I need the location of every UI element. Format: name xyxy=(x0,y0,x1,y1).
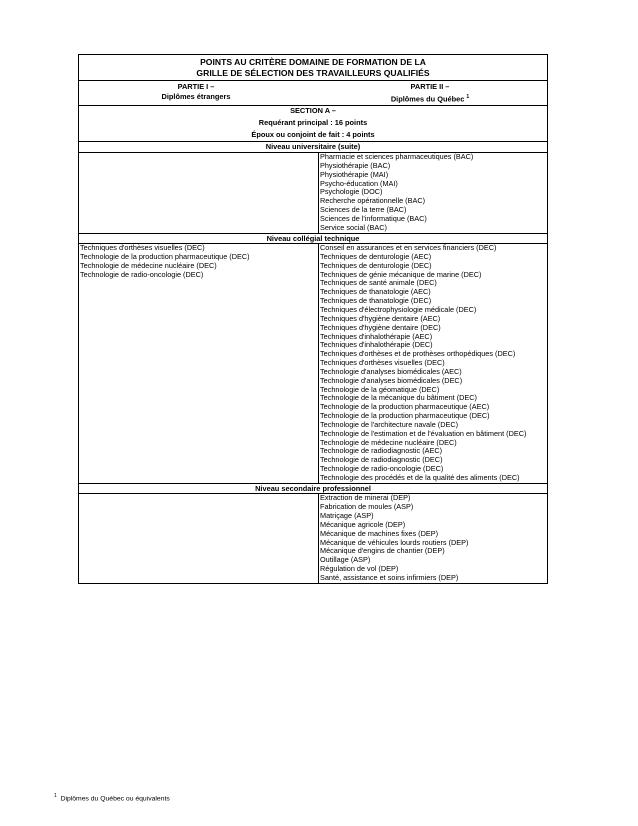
program-item: Techniques d'inhalothérapie (AEC) xyxy=(320,331,433,341)
program-item: Santé, assistance et soins infirmiers (DEP) xyxy=(320,572,459,582)
part-2-program-list xyxy=(319,494,547,582)
program-item: Régulation de vol (DEP) xyxy=(320,564,399,574)
program-item: Techniques de santé animale (DEC) xyxy=(320,278,437,288)
section-spouse-points: Époux ou conjoint de fait : 4 points xyxy=(251,130,375,140)
program-item: Fabrication de moules (ASP) xyxy=(320,502,414,512)
program-item: Sciences de l'informatique (BAC) xyxy=(320,213,427,223)
program-item: Techniques d'orthèses visuelles (DEC) xyxy=(320,358,445,368)
part-2-label: PARTIE II – xyxy=(410,82,450,91)
program-item: Technologie de radiodiagnostic (DEC) xyxy=(320,455,443,465)
program-item: Physiothérapie (BAC) xyxy=(320,160,391,170)
program-item: Technologie de la mécanique du bâtiment (DEC) xyxy=(320,393,477,403)
program-item: Techniques de thanatologie (DEC) xyxy=(320,296,432,306)
footnote-mark: 1 xyxy=(54,793,57,799)
program-item: Technologie de l'architecture navale (DEC) xyxy=(320,419,459,429)
program-item: Technologie de la géomatique (DEC) xyxy=(320,384,440,394)
program-item: Technologie de radio-oncologie (DEC) xyxy=(80,269,204,279)
program-item: Techniques d'orthèses et de prothèses orthopédiques (DEC) xyxy=(320,349,516,359)
program-item: Psychologie (DOC) xyxy=(320,187,383,197)
section-label: SECTION A – xyxy=(290,106,336,116)
program-item: Outillage (ASP) xyxy=(320,555,371,565)
program-item: Techniques d'hygiène dentaire (AEC) xyxy=(320,313,441,323)
program-item: Service social (BAC) xyxy=(320,222,387,232)
program-item: Psycho-éducation (MAI) xyxy=(320,178,398,188)
program-item: Technologie de la production pharmaceutique (DEC) xyxy=(80,251,250,261)
program-item: Pharmacie et sciences pharmaceutiques (BAC) xyxy=(320,151,474,161)
program-item: Technologie de l'estimation et de l'évaluation en bâtiment (DEC) xyxy=(320,428,527,438)
part-1-subtitle: Diplômes étrangers xyxy=(161,92,231,101)
program-item: Technologie des procédés et de la qualité des aliments (DEC) xyxy=(320,473,520,482)
level-heading: Niveau collégial technique xyxy=(79,234,547,245)
program-item: Physiothérapie (MAI) xyxy=(320,169,389,179)
program-item: Matriçage (ASP) xyxy=(320,511,374,521)
program-item: Techniques d'inhalothérapie (DEC) xyxy=(320,340,433,350)
program-item: Techniques de denturologie (DEC) xyxy=(320,260,432,270)
part-2-program-list xyxy=(319,153,547,233)
level-programs xyxy=(79,153,547,234)
footnote xyxy=(54,792,170,803)
training-domain-table xyxy=(78,54,548,584)
program-item: Technologie de médecine nucléaire (DEC) xyxy=(80,260,217,270)
level-programs xyxy=(79,494,547,582)
program-item: Techniques d'électrophysiologie médicale (DEC) xyxy=(320,304,477,314)
program-item: Sciences de la terre (BAC) xyxy=(320,205,407,215)
part-2-subtitle-text: Diplômes du Québec xyxy=(390,94,465,104)
program-item: Technologie de la production pharmaceutique (AEC) xyxy=(320,402,490,412)
program-item: Extraction de minerai (DEP) xyxy=(320,493,411,503)
part-1-program-list xyxy=(79,153,319,233)
program-item: Mécanique de véhicules lourds routiers (DEP) xyxy=(320,537,469,547)
program-item: Technologie de radiodiagnostic (AEC) xyxy=(320,446,443,456)
program-item: Mécanique de machines fixes (DEP) xyxy=(320,528,439,538)
program-item: Technologie de la production pharmaceutique (DEC) xyxy=(320,411,490,421)
part-2-subtitle xyxy=(313,92,547,104)
footnote-text: Diplômes du Québec ou équivalents xyxy=(60,795,170,803)
program-item: Technologie d'analyses biomédicales (DEC) xyxy=(320,375,463,385)
part-1-label: PARTIE I – xyxy=(177,82,215,91)
part-1-program-list xyxy=(79,244,319,483)
program-item: Mécanique d'engins de chantier (DEP) xyxy=(320,546,445,556)
program-item: Technologie de médecine nucléaire (DEC) xyxy=(320,437,457,447)
footnote-reference: 1 xyxy=(466,94,470,100)
program-item: Techniques de génie mécanique de marine (DEC) xyxy=(320,269,482,279)
part-1-program-list xyxy=(79,494,319,582)
part-2-header xyxy=(313,81,547,105)
part-2-program-list xyxy=(319,244,547,483)
title-line-1: POINTS AU CRITÈRE DOMAINE DE FORMATION DE LA xyxy=(200,57,426,67)
program-item: Techniques d'hygiène dentaire (DEC) xyxy=(320,322,441,332)
program-item: Recherche opérationnelle (BAC) xyxy=(320,196,426,206)
program-item: Technologie de radio-oncologie (DEC) xyxy=(320,464,444,474)
parts-header xyxy=(79,81,547,106)
part-1-header xyxy=(79,81,313,105)
program-item: Techniques d'orthèses visuelles (DEC) xyxy=(80,243,205,253)
program-item: Technologie d'analyses biomédicales (AEC) xyxy=(320,366,462,376)
level-heading: Niveau secondaire professionnel xyxy=(79,484,547,495)
levels-container xyxy=(79,142,547,582)
program-item: Techniques de thanatologie (AEC) xyxy=(320,287,431,297)
title-line-2: GRILLE DE SÉLECTION DES TRAVAILLEURS QUALIFIÉS xyxy=(196,68,430,78)
program-item: Mécanique agricole (DEP) xyxy=(320,519,406,529)
level-heading: Niveau universitaire (suite) xyxy=(79,142,547,153)
table-title xyxy=(79,55,547,81)
level-programs xyxy=(79,244,547,484)
program-item: Conseil en assurances et en services financiers (DEC) xyxy=(320,243,497,253)
program-item: Techniques de denturologie (AEC) xyxy=(320,251,432,261)
section-a-header xyxy=(79,106,547,142)
section-principal-points: Requérant principal : 16 points xyxy=(258,118,368,128)
